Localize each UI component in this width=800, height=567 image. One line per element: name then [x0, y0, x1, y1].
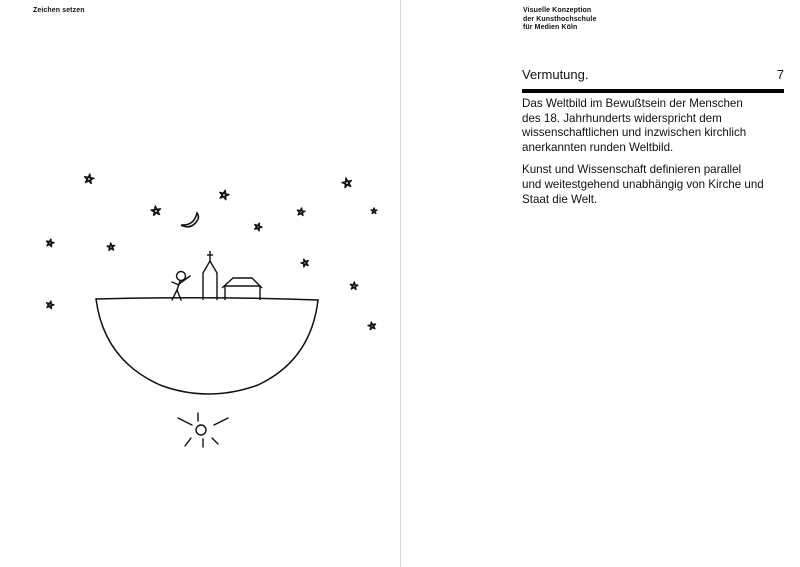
paragraph — [522, 163, 792, 207]
star-icon — [297, 208, 305, 216]
star-icon — [371, 208, 377, 213]
star-icon — [301, 259, 308, 267]
star-icon — [107, 243, 115, 250]
paragraph — [522, 97, 792, 155]
text-line: Das Weltbild im Bewußtsein der Menschen — [522, 97, 743, 110]
ground-line — [96, 298, 318, 300]
star-icon — [47, 239, 55, 247]
publisher-line: Visuelle Konzeption — [523, 7, 592, 14]
text-line: und weitestgehend unabhängig von Kirche und — [522, 177, 764, 191]
star-icon — [255, 223, 262, 231]
star-icon — [47, 301, 54, 309]
hemisphere-world — [96, 298, 318, 394]
page-number: 7 — [776, 67, 784, 82]
moon-icon — [181, 213, 199, 227]
hemisphere-bowl — [96, 299, 318, 394]
stick-figure — [172, 272, 190, 301]
star-icon — [220, 190, 229, 200]
text-line: des 18. Jahrhunderts widerspricht dem — [522, 111, 722, 125]
text-line: Kunst und Wissenschaft definieren parallel — [522, 163, 742, 177]
heading-title: Vermutung. — [522, 67, 589, 82]
star-icon — [350, 282, 358, 290]
publisher-line: für Medien Köln — [523, 24, 578, 31]
text-line: wissenschaftlichen und inzwischen kirchlich — [522, 126, 747, 140]
star-icon — [85, 174, 94, 183]
text-line: Staat die Welt. — [522, 192, 598, 206]
text-line: anerkannten runden Weltbild. — [522, 140, 674, 154]
publisher-block — [523, 7, 683, 33]
section-title: Zeichen setzen — [33, 7, 85, 14]
publisher-line: der Kunsthochschule — [523, 15, 597, 23]
star-icon — [368, 322, 376, 330]
right-page — [400, 0, 800, 567]
body-text — [522, 97, 792, 215]
heading-row — [522, 67, 784, 93]
stars — [47, 174, 377, 330]
sun-icon — [178, 413, 228, 447]
church-icon — [203, 251, 217, 300]
star-icon — [151, 206, 160, 215]
house-icon — [222, 278, 262, 300]
star-icon — [342, 178, 351, 188]
